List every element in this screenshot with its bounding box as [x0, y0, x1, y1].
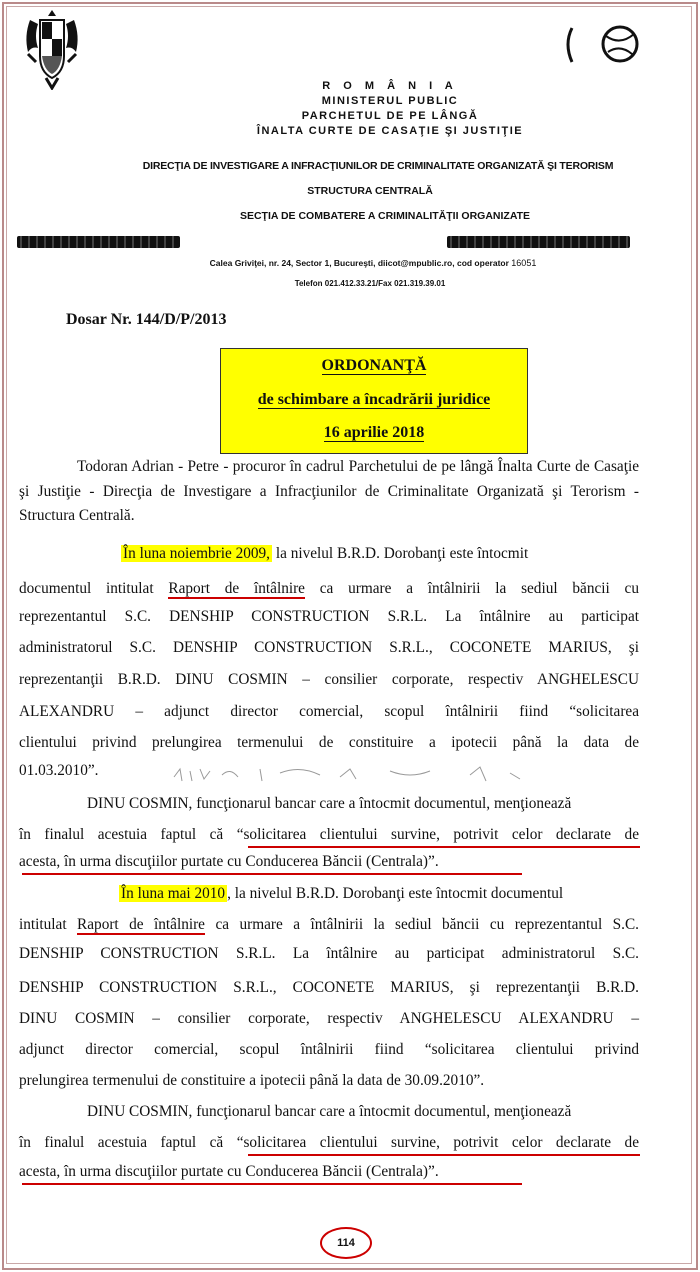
intro-paragraph: Todoran Adrian - Petre - procuror în cadrul Parchetului de pe lângă Înalta Curte de Casaţie şi Justiţie - Direcţia de Investigare a Infracţiunilor de Criminalitate Organizată şi Terorism - Structura Centrală. — [19, 458, 639, 524]
handwritten-scribble — [170, 763, 550, 785]
redaction-bar-left — [17, 236, 180, 248]
p1-line-6: ALEXANDRU – adjunct director comercial, scopul întâlnirii fiind “solicitarea — [19, 703, 639, 720]
p2-line-1: DINU COSMIN, funcţionarul bancar care a întocmit documentul, menţionează — [87, 795, 572, 812]
p1-line-8: 01.03.2010”. — [19, 762, 99, 779]
p1-report-title: Raport de întâlnire — [168, 580, 305, 597]
p3-date-highlight: În luna mai 2010 — [121, 885, 226, 902]
p3-line-3: DENSHIP CONSTRUCTION S.R.L. La întâlnire au participat administratorul S.C. — [19, 945, 639, 962]
ordinance-title: ORDONANŢĂ — [321, 357, 427, 374]
romania-coat-of-arms-icon — [22, 6, 82, 90]
p3-report-title: Raport de întâlnire — [77, 916, 205, 933]
globe-icon — [560, 18, 660, 74]
p3-line-1: În luna mai 2010 , la nivelul B.R.D. Dorobanţi este întocmit documentul — [121, 885, 564, 902]
p1-line-1 — [19, 545, 639, 563]
p1-date-highlight: În luna noiembrie 2009, — [123, 545, 270, 562]
operator-code: 16051 — [511, 258, 537, 268]
p4-quote-underline-2 — [22, 1183, 522, 1185]
redaction-bar-right — [447, 236, 630, 248]
phone-line: Telefon 021.412.33.21/Fax 021.319.39.01 — [294, 279, 446, 288]
p3-line-5: DINU COSMIN – consilier corporate, respectiv ANGHELESCU ALEXANDRU – — [19, 1010, 639, 1027]
p1-line-4: administratorul S.C. DENSHIP CONSTRUCTION S.R.L., COCONETE MARIUS, şi — [19, 639, 639, 656]
p1-line-2: documentul intitulat Raport de întâlnire ca urmare a întâlnirii la sediul băncii cu — [19, 580, 639, 597]
p2-quote-underline-1 — [248, 846, 640, 848]
page-number: 114 — [320, 1227, 372, 1259]
p4-quote-underline-1 — [248, 1154, 640, 1156]
ordinance-title-box — [220, 348, 528, 454]
header-court: ÎNALTA CURTE DE CASAŢIE ŞI JUSTIŢIE — [256, 125, 524, 137]
p1-line-1-text: la nivelul B.R.D. Dorobanţi este întocmit — [275, 545, 529, 562]
case-number: Dosar Nr. 144/D/P/2013 — [66, 311, 227, 328]
header-prosecutor-office: PARCHETUL DE PE LÂNGĂ — [301, 110, 479, 122]
ordinance-date: 16 aprilie 2018 — [323, 424, 425, 441]
p3-line-4: DENSHIP CONSTRUCTION S.R.L., COCONETE MARIUS, şi reprezentanţii B.R.D. — [19, 979, 639, 996]
p1-line-7: clientului privind prelungirea termenului de constituire a ipotecii până la data de — [19, 734, 639, 751]
p3-line-2: intitulat Raport de întâlnire ca urmare a întâlnirii la sediul băncii cu reprezentantul S.C. — [19, 916, 640, 933]
address-line — [178, 258, 568, 268]
p2-line-2: în finalul acestuia faptul că “solicitarea clientului survine, potrivit celor declarate de — [19, 826, 639, 843]
p2-line-3: acesta, în urma discuţiilor purtate cu Conducerea Băncii (Centrala)”. — [19, 853, 439, 870]
p2-quote-underline-2 — [22, 873, 522, 875]
p3-line-7: prelungirea termenului de constituire a ipotecii până la data de 30.09.2010”. — [19, 1072, 485, 1089]
p3-line-6: adjunct director comercial, scopul întâlnirii fiind “solicitarea clientului privind — [19, 1041, 639, 1058]
ordinance-subtitle: de schimbare a încadrării juridice — [257, 391, 491, 408]
header-directorate: DIRECŢIA DE INVESTIGARE A INFRACŢIUNILOR DE CRIMINALITATE ORGANIZATĂ ŞI TERORISM — [142, 160, 614, 172]
p1-line-3: reprezentantul S.C. DENSHIP CONSTRUCTION S.R.L. La întâlnire au participat — [19, 608, 639, 625]
p1-line-5: reprezentanţii B.R.D. DINU COSMIN – consilier corporate, respectiv ANGHELESCU — [19, 671, 639, 688]
p2-quote-start: “solicitarea clientului survine, potrivit celor declarate de — [236, 826, 639, 843]
header-section: SECŢIA DE COMBATERE A CRIMINALITĂŢII ORGANIZATE — [239, 210, 531, 222]
address-text: Calea Griviţei, nr. 24, Sector 1, Bucureşti, diicot@mpublic.ro, cod operator — [209, 258, 509, 268]
header-ministry: MINISTERUL PUBLIC — [321, 95, 459, 107]
p4-quote-start: “solicitarea clientului survine, potrivit celor declarate de — [236, 1134, 639, 1151]
header-structure: STRUCTURA CENTRALĂ — [307, 185, 433, 197]
diicot-logo — [560, 18, 660, 74]
p4-line-3: acesta, în urma discuţiilor purtate cu Conducerea Băncii (Centrala)”. — [19, 1163, 439, 1180]
p4-line-2: în finalul acestuia faptul că “solicitarea clientului survine, potrivit celor declarate de — [19, 1134, 639, 1151]
header-country: R O M Â N I A — [322, 80, 458, 92]
p4-line-1: DINU COSMIN, funcţionarul bancar care a întocmit documentul, menţionează — [87, 1103, 572, 1120]
